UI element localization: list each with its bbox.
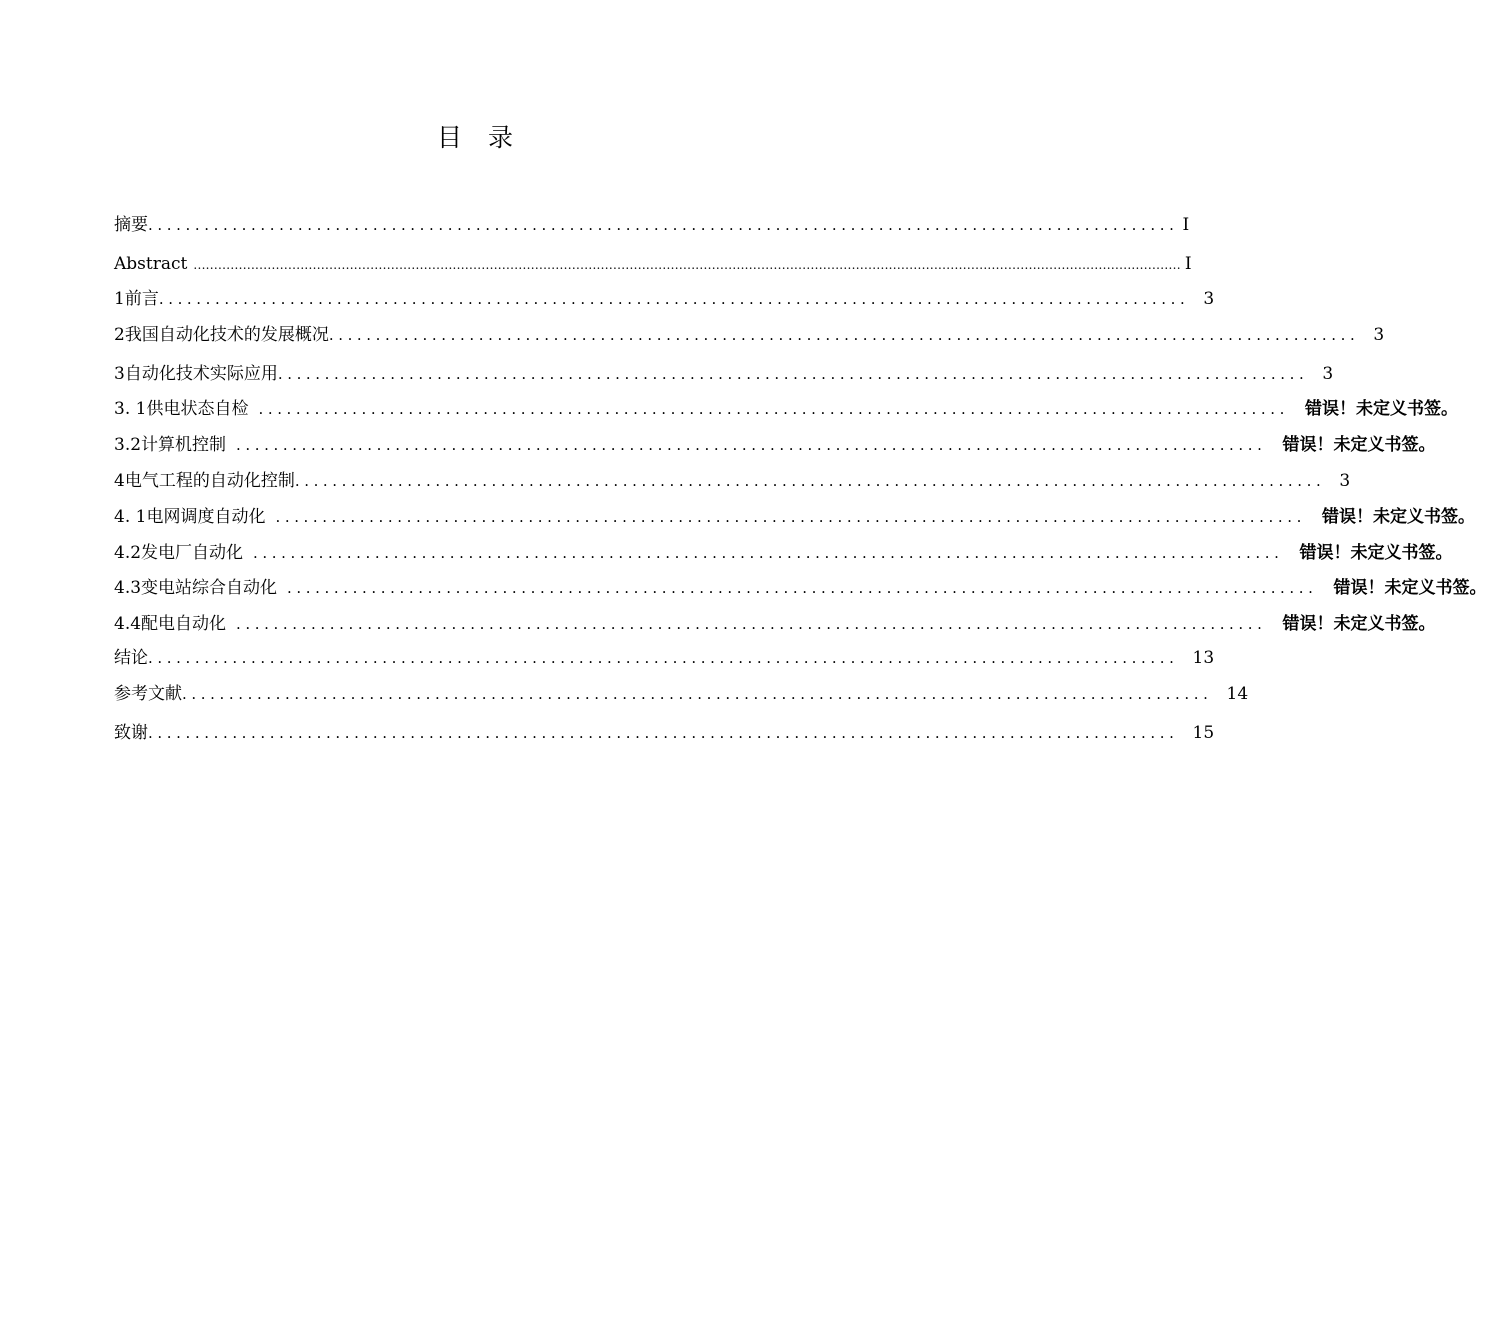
toc-entry[interactable]: 摘要 .............................................................................................................. I (114, 212, 860, 238)
toc-entry-page: 3 (1322, 364, 1334, 384)
toc-entry-page: 15 (1192, 723, 1215, 743)
toc-entry[interactable]: 3 自动化技术实际应用 .............................................................................................................. 3 (114, 361, 860, 387)
toc-entry[interactable]: 4 电气工程的自动化控制 .............................................................................................................. 3 (114, 468, 860, 494)
toc-entry-number: 4. 1 (114, 507, 147, 527)
toc-entry-error: 错误！未定义书签。 (1299, 543, 1453, 563)
toc-entry-page: 3 (1339, 471, 1351, 491)
toc-entry[interactable]: 致谢 .............................................................................................................. 15 (114, 720, 860, 746)
toc-entry-label: 前言 (124, 289, 159, 309)
toc-entry-label: 参考文献 (114, 684, 182, 704)
toc-title: 目录 (436, 123, 539, 152)
toc-entry-number: 4.2 (114, 543, 142, 563)
toc-entry-page: 3 (1373, 325, 1385, 345)
toc-entry-page: 14 (1226, 684, 1249, 704)
toc-entry[interactable]: 结论 .............................................................................................................. 13 (114, 645, 860, 671)
toc-entry-label: 电网调度自动化 (146, 507, 266, 527)
toc-entry-page: I (1182, 215, 1190, 235)
toc-entry-number: 4.4 (114, 614, 142, 634)
toc-entry-label: 供电状态自检 (146, 399, 249, 419)
toc-entry[interactable]: 3.2 计算机控制 .............................................................................................................. 错误！未定义书签。 (114, 432, 844, 458)
toc-entry-label: 配电自动化 (141, 614, 227, 634)
toc-entry-label: Abstract (114, 254, 188, 274)
toc-entry-number: 4 (114, 471, 125, 491)
toc-entry-label: 结论 (114, 648, 148, 668)
toc-entry-label: 电气工程的自动化控制 (124, 471, 295, 491)
toc-entry[interactable]: 2 我国自动化技术的发展概况 .............................................................................................................. 3 (114, 322, 860, 348)
toc-entry[interactable]: 1 前言 .............................................................................................................. 3 (114, 286, 860, 312)
toc-entry-error: 错误！未定义书签。 (1282, 614, 1436, 634)
toc-entry-page: I (1184, 254, 1192, 274)
toc-entry[interactable]: 参考文献 .............................................................................................................. 14 (114, 681, 860, 707)
toc-entry-error: 错误！未定义书签。 (1321, 507, 1475, 527)
toc-entry[interactable]: 4.4 配电自动化 .............................................................................................................. 错误！未定义书签。 (114, 611, 844, 637)
toc-entry-error: 错误！未定义书签。 (1333, 578, 1487, 598)
toc-entry-label: 发电厂自动化 (141, 543, 244, 563)
toc-entry[interactable]: 4.2 发电厂自动化 .............................................................................................................. 错误！未定义书签。 (114, 540, 844, 566)
toc-entry-label: 致谢 (114, 723, 148, 743)
toc-entry[interactable]: 4. 1 电网调度自动化 .............................................................................................................. 错误！未定义书签。 (114, 504, 844, 530)
toc-entry-number: 2 (114, 325, 125, 345)
toc-entry[interactable]: Abstract ................................................................................................................................................................................................................................................ I (114, 251, 860, 277)
toc-entry-label: 摘要 (114, 215, 148, 235)
toc-entry-number: 3. 1 (114, 399, 147, 419)
toc-entry-number: 3.2 (114, 435, 142, 455)
toc-entry-page: 13 (1192, 648, 1215, 668)
toc-entry-error: 错误！未定义书签。 (1304, 399, 1458, 419)
toc-entry-label: 自动化技术实际应用 (124, 364, 278, 384)
toc-entry-number: 4.3 (114, 578, 142, 598)
toc-entry-error: 错误！未定义书签。 (1282, 435, 1436, 455)
toc-entry-label: 变电站综合自动化 (141, 578, 278, 598)
toc-entry-label: 计算机控制 (141, 435, 227, 455)
toc-entry[interactable]: 3. 1 供电状态自检 .............................................................................................................. 错误！未定义书签。 (114, 396, 844, 422)
toc-entry-label: 我国自动化技术的发展概况 (124, 325, 329, 345)
toc-entry-page: 3 (1203, 289, 1215, 309)
toc-entry[interactable]: 4.3 变电站综合自动化 .............................................................................................................. 错误！未定义书签。 (114, 575, 844, 601)
toc-entry-number: 3 (114, 364, 125, 384)
toc-entry-number: 1 (114, 289, 125, 309)
